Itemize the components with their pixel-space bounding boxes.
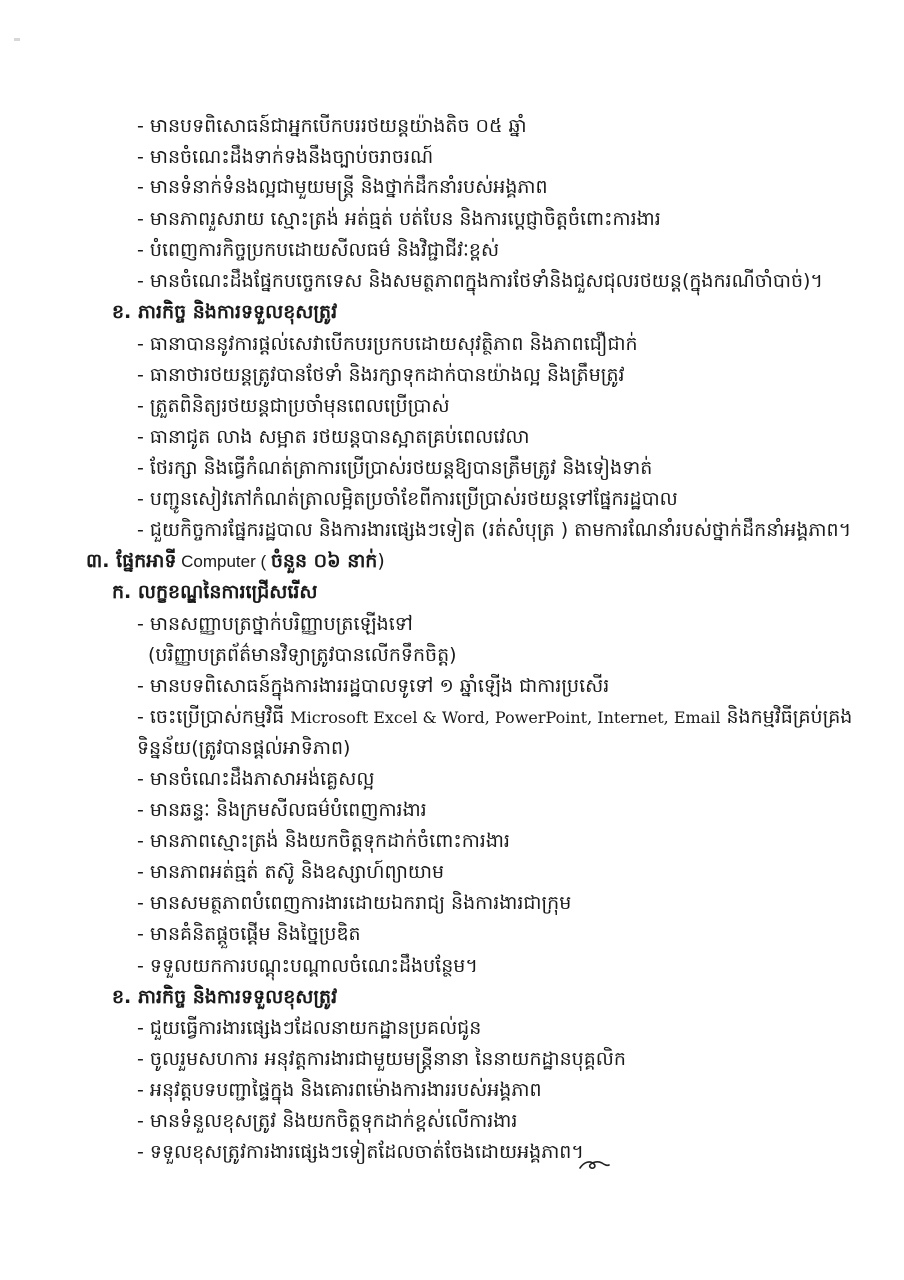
computer-duty-item: - អនុវត្តបទបញ្ជាផ្ទៃក្នុង និងគោរពម៉ោងការងាររបស់អង្គភាព [137,1079,542,1101]
driver-qualification-item: - មានចំណេះដឹងទាក់ទងនឹងច្បាប់ចរាចរណ៍ [137,146,434,168]
computer-qualification-item: - មានគំនិតផ្តួចផ្តើម និងច្នៃប្រឌិត [137,923,361,945]
computer-duty-item: - ជួយធ្វើការងារផ្សេងៗដែលនាយកដ្ឋានប្រគល់ជូន [137,1017,482,1039]
computer-duty-item: - មានទំនួលខុសត្រូវ និងយកចិត្តទុកដាក់ខ្ពស់លើការងារ [137,1110,518,1132]
driver-duty-item: - ត្រួតពិនិត្យរថយន្តជាប្រចាំមុនពេលប្រើប្រាស់ [137,395,450,417]
computer-duty-item: - ទទួលខុសត្រូវការងារផ្សេងៗទៀតដែលចាត់ចែងដោយអង្គភាព។ [137,1141,584,1163]
computer-qualification-note: (បរិញ្ញាបត្រព័ត៌មានវិទ្យាត្រូវបានលើកទឹកចិត្ត) [148,644,457,666]
computer-qualification-item: - មានចំណេះដឹងភាសាអង់គ្លេសល្អ [137,768,375,790]
computer-qualification-item [137,702,852,732]
computer-duty-item: - ចូលរួមសហការ អនុវត្តការងារជាមួយមន្ត្រីនានា នៃនាយកដ្ឋានបុគ្គលិក [137,1048,626,1070]
driver-duties-heading: ខ. ភារកិច្ច និងការទទួលខុសត្រូវ [112,301,338,323]
computer-qualification-item: - មានសមត្ថភាពបំពេញការងារដោយឯករាជ្យ និងការងារជាក្រុម [137,892,572,914]
driver-qualification-item: - មានទំនាក់ទំនងល្អជាមួយមន្ត្រី និងថ្នាក់ដឹកនាំរបស់អង្គភាព [137,176,548,198]
driver-duty-item: - បញ្ជូនសៀវភៅកំណត់ត្រាលម្អិតប្រចាំខែពីការប្រើប្រាស់រថយន្តទៅផ្នែករដ្ឋបាល [137,488,678,510]
software-list: Microsoft Excel & Word, PowerPoint, Internet, Email [290,708,721,727]
driver-duty-item: - ធានាបាននូវការផ្តល់សេវាបើកបរប្រកបដោយសុវត្ថិភាព និងភាពជឿជាក់ [137,333,638,355]
section-number: ៣. [86,550,117,572]
driver-duty-item: - ធានាជូត លាង សម្អាត រថយន្តបានស្អាតគ្រប់ពេលវេលា [137,426,530,448]
driver-qualification-item: - បំពេញការកិច្ចប្រកបដោយសីលធម៌ និងវិជ្ជាជីវៈខ្ពស់ [137,239,500,261]
computer-duties-heading: ខ. ភារកិច្ច និងការទទួលខុសត្រូវ [112,986,338,1008]
driver-duty-item: - ធានាថារថយន្តត្រូវបានថែទាំ និងរក្សាទុកដាក់បានយ៉ាងល្អ និងត្រឹមត្រូវ [137,364,625,386]
computer-qualification-item: - ទទួលយកការបណ្តុះបណ្តាលចំណេះដឹងបន្ថែម។ [137,955,478,977]
section-count: ចំនួន ០៦ នាក់ [270,550,378,572]
section-close-paren: ) [377,550,385,572]
driver-qualification-item: - មានបទពិសោធន៍ជាអ្នកបើកបររថយន្តយ៉ាងតិច ០៥ ឆ្នាំ [137,115,527,137]
computer-qualification-item: - មានភាពស្មោះត្រង់ និងយកចិត្តទុកដាក់ចំពោះការងារ [137,830,510,852]
computer-qualification-item: - មានបទពិសោធន៍ក្នុងការងាររដ្ឋបាលទូទៅ ១ ឆ្នាំឡើង ជាការប្រសើរ [137,675,610,697]
section-title: ផ្នែកអាទី [116,550,177,572]
driver-qualification-item: - មានភាពរួសរាយ ស្មោះត្រង់ អត់ធ្មត់ បត់បែន និងការប្តេជ្ញាចិត្តចំពោះការងារ [137,208,661,230]
computer-section-heading [86,546,385,576]
section-role: Computer ( [176,552,271,571]
driver-duty-item: - ថែរក្សា និងធ្វើកំណត់ត្រាការប្រើប្រាស់រថយន្តឱ្យបានត្រឹមត្រូវ និងទៀងទាត់ [137,457,653,479]
computer-qualifications-heading: ក. លក្ខខណ្ឌនៃការជ្រើសរើស [112,581,318,603]
software-prefix: - ចេះប្រើប្រាស់កម្មវិធី [137,706,291,728]
computer-qualification-item: - មានឆន្ទៈ និងក្រមសីលធម៌បំពេញការងារ [137,799,427,821]
driver-qualification-item: - មានចំណេះដឹងផ្នែកបច្ចេកទេស និងសមត្ថភាពក្នុងការថែទាំនិងជួសជុលរថយន្ត(ក្នុងករណីចាំបាច់)។ [137,270,823,292]
handwritten-initial-icon [578,1154,610,1174]
computer-qualification-item: - មានភាពអត់ធ្មត់ តស៊ូ និងឧស្សាហ៍ព្យាយាម [137,861,445,883]
driver-duty-item: - ជួយកិច្ចការផ្នែករដ្ឋបាល និងការងារផ្សេងៗទៀត (រត់សំបុត្រ ) តាមការណែនាំរបស់ថ្នាក់ដឹកនាំអង្គភាព។ [137,519,852,541]
software-suffix: និងកម្មវិធីគ្រប់គ្រង [720,706,853,728]
computer-qualification-item: - មានសញ្ញាបត្រថ្នាក់បរិញ្ញាបត្រឡើងទៅ [137,613,413,635]
computer-qualification-continued: ទិន្នន័យ(ត្រូវបានផ្តល់អាទិភាព) [137,737,351,759]
margin-speck [14,38,20,41]
